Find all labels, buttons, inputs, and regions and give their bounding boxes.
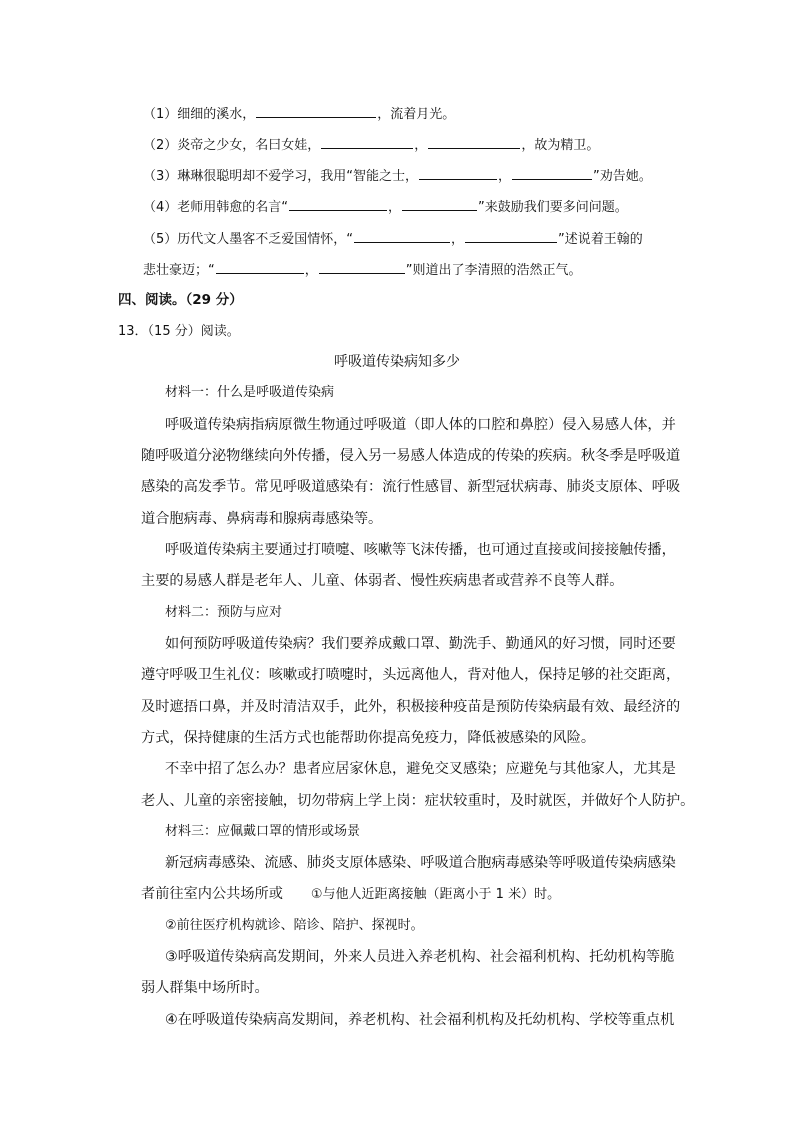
q4-text-c: ”来鼓励我们要多问问题。 <box>478 200 628 215</box>
q3-number: （3） <box>143 169 178 184</box>
fill-blank-q1 <box>143 103 455 125</box>
m1-p2-line2: 主要的易感人群是老年人、儿童、体弱者、慢性疾病患者或营养不良等人群。 <box>141 573 624 589</box>
m1-p1-line1: 呼吸道传染病指病原微生物通过呼吸道（即人体的口腔和鼻腔）侵入易感人体，并 <box>165 417 676 433</box>
material-1-heading: 材料一：什么是呼吸道传染病 <box>165 385 335 400</box>
q2-text-b: ， <box>414 138 428 153</box>
q5-text-d: 悲壮豪迈；“ <box>143 263 215 278</box>
fill-blank-q4 <box>143 196 628 218</box>
article-title: 呼吸道传染病知多少 <box>334 354 460 370</box>
fill-blank-q3 <box>143 165 652 187</box>
q5-text-b: ， <box>451 232 465 247</box>
q5-number: （5） <box>143 232 178 247</box>
q2-blank-2[interactable] <box>428 134 520 149</box>
fill-blank-q5-line1 <box>143 228 643 250</box>
material-3-heading: 材料三：应佩戴口罩的情形或场景 <box>165 824 361 839</box>
m3-p1-line1: 新冠病毒感染、流感、肺炎支原体感染、呼吸道合胞病毒感染等呼吸道传染病感染 <box>165 855 676 871</box>
q2-text-c: ，故为精卫。 <box>521 138 600 153</box>
q4-text-b: ， <box>388 200 402 215</box>
m3-item-4-line1: ④在呼吸道传染病高发期间，养老机构、社会福利机构及托幼机构、学校等重点机 <box>165 1012 675 1028</box>
q5-blank-4[interactable] <box>319 259 405 274</box>
m3-item-2: ②前往医疗机构就诊、陪诊、陪护、探视时。 <box>165 918 424 933</box>
m1-p2-line1: 呼吸道传染病主要通过打喷嚏、咳嗽等飞沫传播，也可通过直接或间接接触传播， <box>165 542 676 558</box>
section-heading: 四、阅读。（29 分） <box>118 292 243 308</box>
q5-text-f: ”则道出了李清照的浩然正气。 <box>405 263 582 278</box>
q5-text-c: ”述说着王翰的 <box>558 232 643 247</box>
q1-text-b: ，流着月光。 <box>377 107 456 122</box>
m2-p1-line2: 遵守呼吸卫生礼仪：咳嗽或打喷嚏时，头远离他人，背对他人，保持足够的社交距离， <box>141 667 681 683</box>
q1-number: （1） <box>143 107 178 122</box>
q5-blank-2[interactable] <box>465 228 557 243</box>
q2-blank-1[interactable] <box>321 134 413 149</box>
question-13-heading: 13．（15 分）阅读。 <box>118 324 240 339</box>
q5-blank-1[interactable] <box>354 228 450 243</box>
q4-blank-2[interactable] <box>402 196 477 211</box>
q1-text-a: 细细的溪水， <box>177 107 256 122</box>
fill-blank-q2 <box>143 134 599 156</box>
m1-p1-line3: 感染的高发季节。常见呼吸道感染有：流行性感冒、新型冠状病毒、肺炎支原体、呼吸 <box>141 479 681 495</box>
m1-p1-line4: 道合胞病毒、鼻病毒和腺病毒感染等。 <box>141 511 383 527</box>
m3-item-1: ①与他人近距离接触（距离小于 1 米）时。 <box>310 887 561 902</box>
fill-blank-q5-line2 <box>143 259 582 281</box>
q3-blank-2[interactable] <box>512 165 592 180</box>
q2-text-a: 炎帝之少女，名曰女娃， <box>177 138 321 153</box>
q1-blank[interactable] <box>256 103 376 118</box>
q3-text-c: ”劝告她。 <box>593 169 652 184</box>
q5-blank-3[interactable] <box>216 259 304 274</box>
m2-p1-line1: 如何预防呼吸道传染病？我们要养成戴口罩、勤洗手、勤通风的好习惯，同时还要 <box>165 636 676 652</box>
q4-text-a: 老师用韩愈的名言“ <box>177 200 289 215</box>
m2-p1-line4: 方式，保持健康的生活方式也能帮助你提高免疫力，降低被感染的风险。 <box>141 730 596 746</box>
q4-blank-1[interactable] <box>289 196 387 211</box>
m1-p1-line2: 随呼吸道分泌物继续向外传播，侵入另一易感人体造成的传染的疾病。秋冬季是呼吸道 <box>141 448 681 464</box>
m2-p2-line2: 老人、儿童的亲密接触，切勿带病上学上岗：症状较重时，及时就医，并做好个人防护。 <box>141 793 695 809</box>
material-2-heading: 材料二：预防与应对 <box>165 605 283 620</box>
m2-p2-line1: 不幸中招了怎么办？患者应居家休息，避免交叉感染；应避免与其他家人，尤其是 <box>165 761 676 777</box>
q4-number: （4） <box>143 200 178 215</box>
q3-blank-1[interactable] <box>419 165 497 180</box>
q5-text-a: 历代文人墨客不乏爱国情怀，“ <box>177 232 354 247</box>
q2-number: （2） <box>143 138 178 153</box>
q3-text-a: 琳琳很聪明却不爱学习，我用“智能之士， <box>177 169 419 184</box>
q5-text-e: ， <box>304 263 318 278</box>
q3-text-b: ， <box>498 169 512 184</box>
m3-item-3-line2: 弱人群集中场所时。 <box>141 980 269 996</box>
m3-item-3-line1: ③呼吸道传染病高发期间，外来人员进入养老机构、社会福利机构、托幼机构等脆 <box>165 949 675 965</box>
m3-p1-line2-text: 者前往室内公共场所或 <box>141 886 283 902</box>
m3-p1-line2 <box>141 884 560 905</box>
m2-p1-line3: 及时遮捂口鼻，并及时清洁双手，此外，积极接种疫苗是预防传染病最有效、最经济的 <box>141 699 681 715</box>
